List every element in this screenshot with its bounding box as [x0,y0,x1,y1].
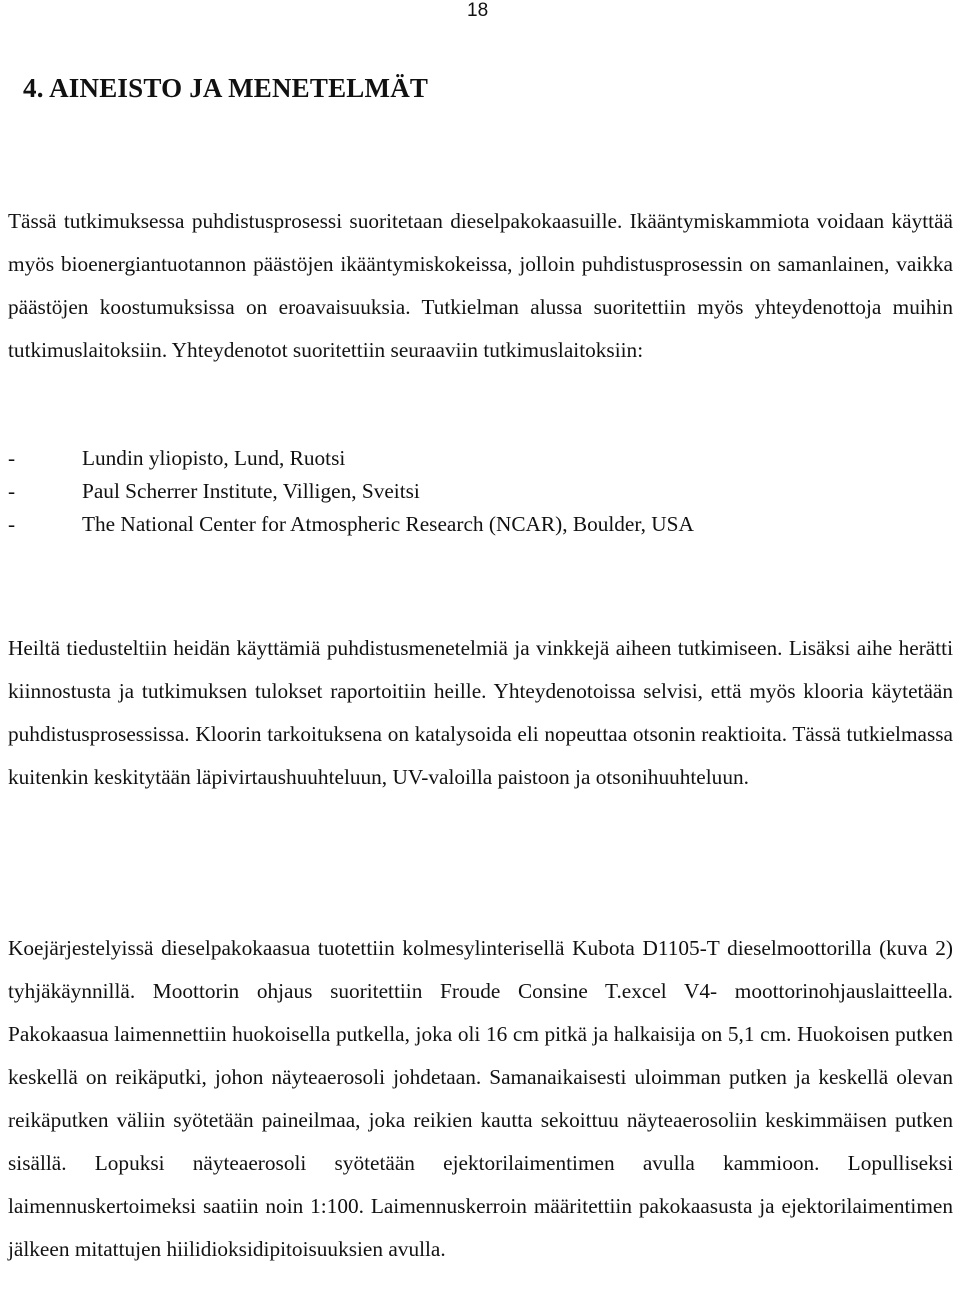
paragraph-inquiries: Heiltä tiedusteltiin heidän käyttämiä puhdistusmenetelmiä ja vinkkejä aiheen tutkimiseen. Lisäksi aihe herätti kiinnostusta ja tutkimuksen tulokset raportoitiin heille. Yhteydenotoissa selvisi, että myös klooria käytetään puhdistusprosessissa. Kloorin tarkoituksena on katalysoida eli nopeuttaa otsonin reaktioita. Tässä tutkielmassa kuitenkin keskitytään läpivirtaushuuhteluun, UV-valoilla paistoon ja otsonihuuhteluun. [8,636,953,789]
paragraph-setup: Koejärjestelyissä dieselpakokaasua tuotettiin kolmesylinterisellä Kubota D1105-T dieselmoottorilla (kuva 2) tyhjäkäynnillä. Moottorin ohjaus suoritettiin Froude Consine T.excel V4- moottorinohjauslaitteella. Pakokaasua laimennettiin huokoisella putkella, joka oli 16 cm pitkä ja halkaisija on 5,1 cm. Huokoisen putken keskellä on reikäputki, johon näyteaerosoli johdetaan. Samanaikaisesti uloimman putken ja keskellä olevan reikäputken väliin syötetään paineilmaa, joka reikien kautta sekoittuu näyteaerosoliin keskimmäisen putken sisällä. Lopuksi näyteaerosoli syötetään ejektorilaimentimen avulla kammioon. Lopulliseksi laimennuskertoimeksi saatiin noin 1:100. Laimennuskerroin määritettiin pakokaasusta ja ejektorilaimentimen jälkeen mitattujen hiilidioksidipitoisuuksien avulla. [8,936,953,1261]
list-item [8,508,953,541]
list-item [8,475,953,508]
list-bullet: - [8,446,16,470]
list-item-text: Lundin yliopisto, Lund, Ruotsi [82,446,346,470]
page-number: 18 [467,0,489,21]
section-heading: 4. AINEISTO JA MENETELMÄT [23,73,429,103]
list-bullet: - [8,512,16,536]
institution-list [8,442,953,541]
list-item-text: Paul Scherrer Institute, Villigen, Sveitsi [82,479,420,503]
list-item-text: The National Center for Atmospheric Research (NCAR), Boulder, USA [82,512,694,536]
list-item [8,442,953,475]
list-bullet: - [8,479,16,503]
paragraph-intro: Tässä tutkimuksessa puhdistusprosessi suoritetaan dieselpakokaasuille. Ikääntymiskammiota voidaan käyttää myös bioenergiantuotannon päästöjen ikääntymiskokeissa, jolloin puhdistusprosessin on samanlainen, vaikka päästöjen koostumuksissa on eroavaisuuksia. Tutkielman alussa suoritettiin myös yhteydenottoja muihin tutkimuslaitoksiin. Yhteydenotot suoritettiin seuraaviin tutkimuslaitoksiin: [8,209,953,362]
